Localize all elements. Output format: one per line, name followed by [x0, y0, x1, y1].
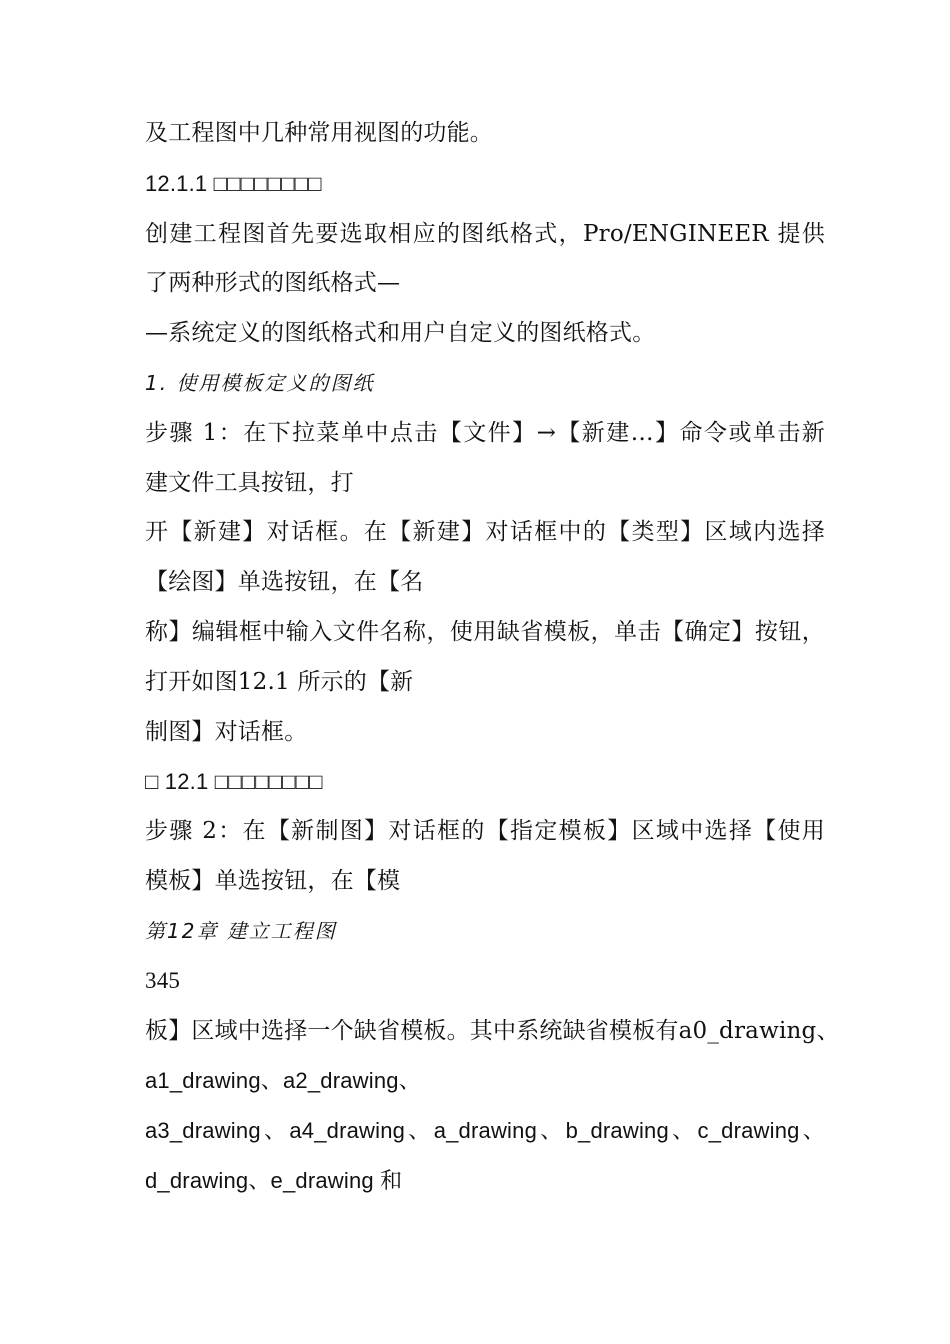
- subsection-heading: 1. 使用模板定义的图纸: [145, 371, 375, 395]
- text-line: a1_drawing、a2_drawing、: [145, 1068, 421, 1093]
- text-line: 【绘图】单选按钮，在【名: [145, 569, 424, 595]
- text-line: 板】区域中选择一个缺省模板。其中系统缺省模板有a0_drawing、: [145, 1018, 840, 1044]
- text-line: 建文件工具按钮，打: [145, 470, 354, 496]
- text-line: 开【新建】对话框。在【新建】对话框中的【类型】区域内选择: [145, 519, 825, 545]
- text-line: 了两种形式的图纸格式—: [145, 270, 401, 296]
- section-heading: 12.1.1 □□□□□□□□: [145, 171, 322, 196]
- text-line: —系统定义的图纸格式和用户自定义的图纸格式。: [145, 320, 656, 346]
- text-line: 制图】对话框。: [145, 719, 308, 745]
- text-line: 模板】单选按钮，在【模: [145, 868, 401, 894]
- text-line: 步骤 1：在下拉菜单中点击【文件】→【新建…】命令或单击新: [145, 420, 825, 446]
- figure-caption: □ 12.1 □□□□□□□□: [145, 769, 323, 794]
- text-line: 创建工程图首先要选取相应的图纸格式，Pro/ENGINEER 提供: [145, 221, 825, 247]
- text-line: a3_drawing、a4_drawing、a_drawing、b_drawing、c_drawing、: [145, 1118, 825, 1143]
- text-line: 及工程图中几种常用视图的功能。: [145, 120, 493, 146]
- text-line: d_drawing、e_drawing 和: [145, 1168, 403, 1193]
- text-line: 打开如图12.1 所示的【新: [145, 669, 414, 695]
- running-header: 第12章 建立工程图: [145, 919, 337, 943]
- text-line: 步骤 2：在【新制图】对话框的【指定模板】区域中选择【使用: [145, 818, 825, 844]
- page-number: 345: [145, 968, 181, 993]
- text-line: 称】编辑框中输入文件名称，使用缺省模板，单击【确定】按钮，: [145, 619, 825, 645]
